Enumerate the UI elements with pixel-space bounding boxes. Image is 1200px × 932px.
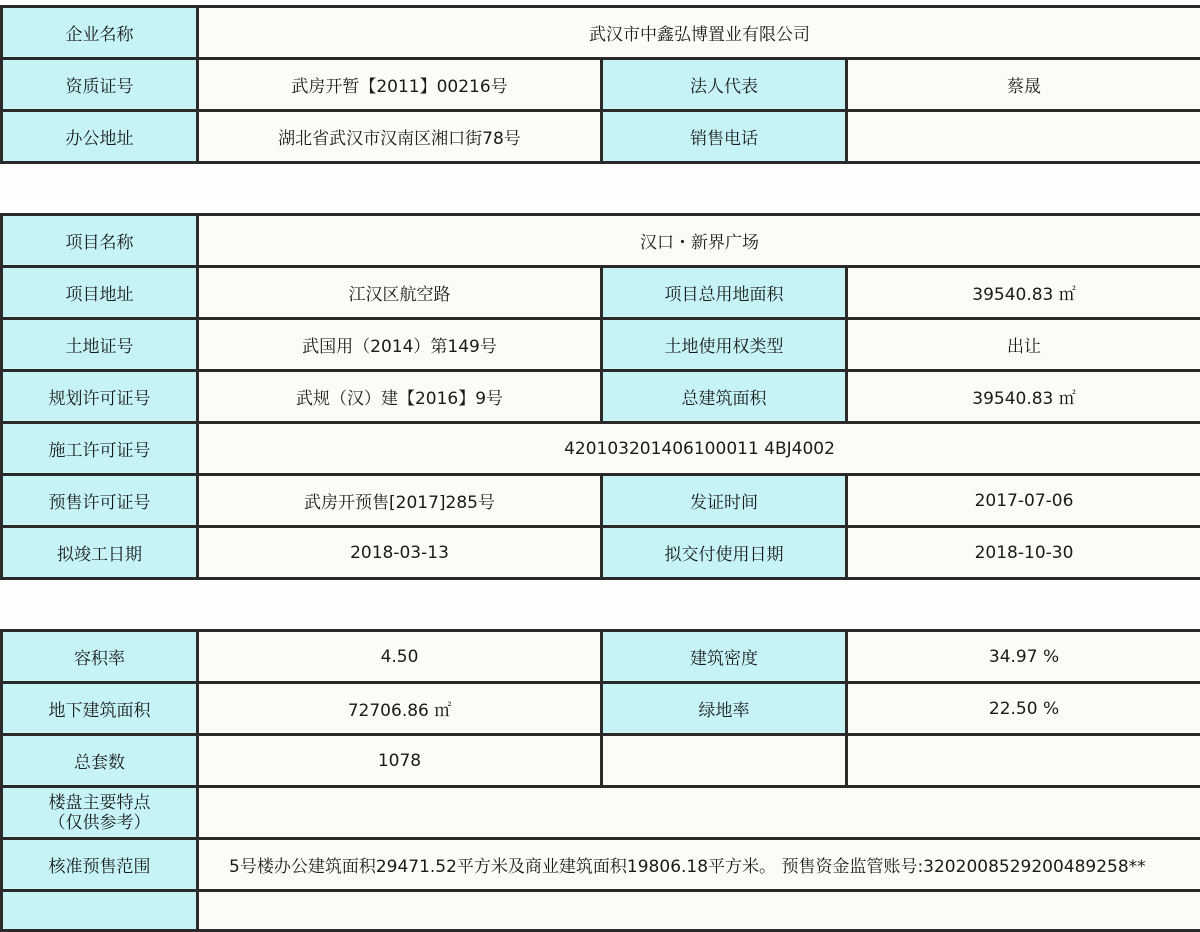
green-ratio-value: 22.50 % (847, 683, 1200, 735)
empty-cell (198, 891, 1200, 931)
total-units-label: 总套数 (2, 735, 198, 787)
sales-phone-label: 销售电话 (602, 111, 847, 163)
land-cert-label: 土地证号 (2, 319, 198, 371)
features-value (198, 787, 1200, 839)
table-row (2, 683, 1200, 735)
company-name-label: 企业名称 (2, 7, 198, 59)
project-info-table (0, 213, 1200, 580)
presale-permit-value: 武房开预售[2017]285号 (198, 475, 602, 527)
empty-cell (602, 735, 847, 787)
company-name-value: 武汉市中鑫弘博置业有限公司 (198, 7, 1200, 59)
land-type-label: 土地使用权类型 (602, 319, 847, 371)
table-row (2, 319, 1200, 371)
total-build-area-value: 39540.83 ㎡ (847, 371, 1200, 423)
construction-permit-label: 施工许可证号 (2, 423, 198, 475)
underground-area-label: 地下建筑面积 (2, 683, 198, 735)
construction-permit-value: 420103201406100011 4BJ4002 (198, 423, 1200, 475)
table-row (2, 111, 1200, 163)
land-cert-value: 武国用（2014）第149号 (198, 319, 602, 371)
table-row (2, 631, 1200, 683)
office-address-value: 湖北省武汉市汉南区湘口街78号 (198, 111, 602, 163)
floor-area-ratio-label: 容积率 (2, 631, 198, 683)
table-row (2, 215, 1200, 267)
legal-rep-label: 法人代表 (602, 59, 847, 111)
underground-area-value: 72706.86 ㎡ (198, 683, 602, 735)
completion-date-label: 拟竣工日期 (2, 527, 198, 579)
building-density-value: 34.97 % (847, 631, 1200, 683)
land-area-value: 39540.83 ㎡ (847, 267, 1200, 319)
table-row (2, 267, 1200, 319)
land-type-value: 出让 (847, 319, 1200, 371)
sales-phone-value (847, 111, 1200, 163)
empty-cell (2, 891, 198, 931)
cert-value: 武房开暂【2011】00216号 (198, 59, 602, 111)
total-build-area-label: 总建筑面积 (602, 371, 847, 423)
features-label (2, 787, 198, 839)
table-row (2, 475, 1200, 527)
land-area-label: 项目总用地面积 (602, 267, 847, 319)
project-name-label: 项目名称 (2, 215, 198, 267)
plan-permit-value: 武规（汉）建【2016】9号 (198, 371, 602, 423)
table-row (2, 735, 1200, 787)
presale-scope-label: 核准预售范围 (2, 839, 198, 891)
features-label-line2: （仅供参考） (49, 813, 151, 833)
building-density-label: 建筑密度 (602, 631, 847, 683)
legal-rep-value: 蔡晟 (847, 59, 1200, 111)
table-row (2, 891, 1200, 931)
completion-date-value: 2018-03-13 (198, 527, 602, 579)
office-address-label: 办公地址 (2, 111, 198, 163)
delivery-date-value: 2018-10-30 (847, 527, 1200, 579)
company-info-table (0, 5, 1200, 164)
issue-date-label: 发证时间 (602, 475, 847, 527)
empty-cell (847, 735, 1200, 787)
features-label-line1: 楼盘主要特点 (49, 793, 151, 813)
issue-date-value: 2017-07-06 (847, 475, 1200, 527)
table-row (2, 839, 1200, 891)
plan-permit-label: 规划许可证号 (2, 371, 198, 423)
project-name-value: 汉口・新界广场 (198, 215, 1200, 267)
table-row (2, 423, 1200, 475)
presale-permit-label: 预售许可证号 (2, 475, 198, 527)
table-row (2, 7, 1200, 59)
floor-area-ratio-value: 4.50 (198, 631, 602, 683)
delivery-date-label: 拟交付使用日期 (602, 527, 847, 579)
cert-label: 资质证号 (2, 59, 198, 111)
project-stats-table (0, 629, 1200, 932)
total-units-value: 1078 (198, 735, 602, 787)
table-row (2, 59, 1200, 111)
presale-scope-value: 5号楼办公建筑面积29471.52平方米及商业建筑面积19806.18平方米。 预售资金监管账号:3202008529200489258** (198, 839, 1200, 891)
project-address-value: 江汉区航空路 (198, 267, 602, 319)
table-row (2, 527, 1200, 579)
green-ratio-label: 绿地率 (602, 683, 847, 735)
table-row (2, 371, 1200, 423)
table-row (2, 787, 1200, 839)
project-address-label: 项目地址 (2, 267, 198, 319)
